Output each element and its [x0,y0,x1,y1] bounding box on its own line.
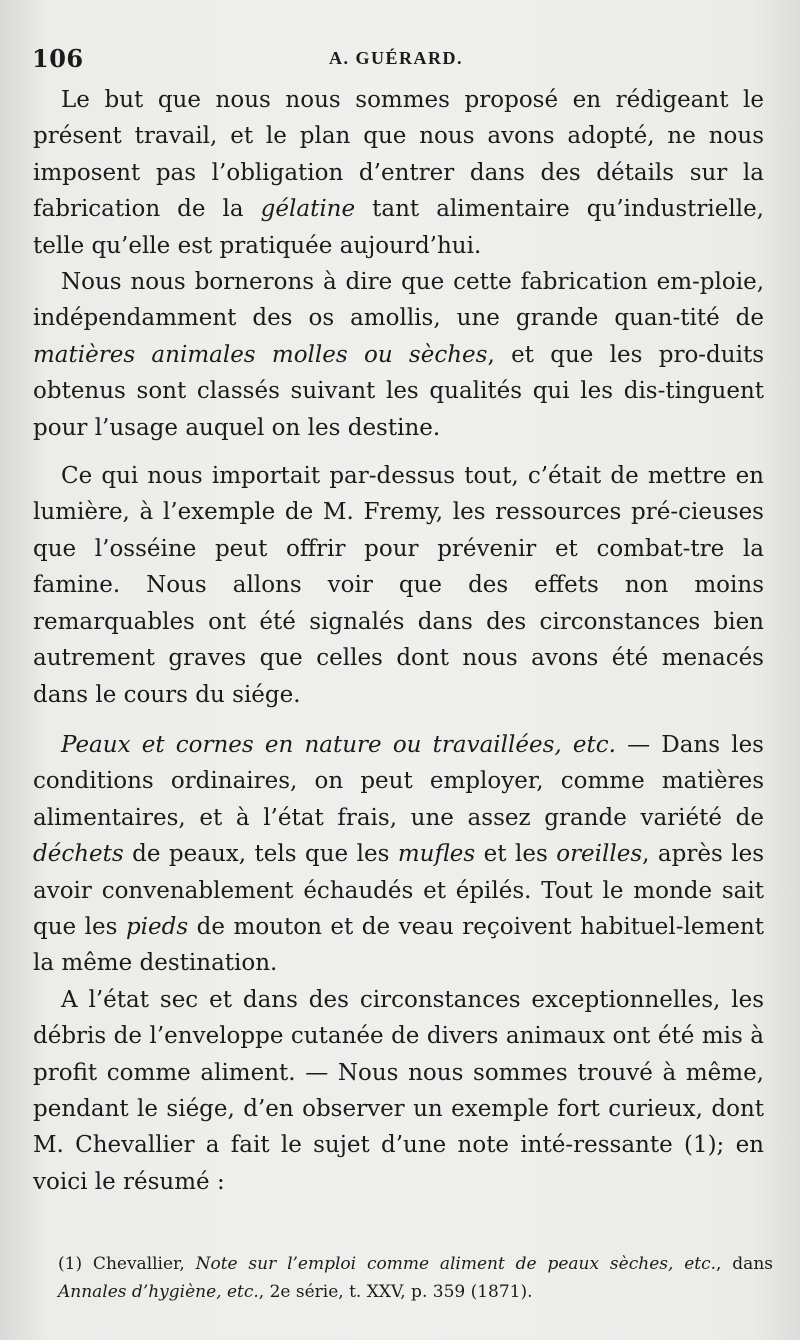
text-run: , 2e série, t. XXV, p. 359 (1871). [258,1282,533,1302]
text-run: de mouton et de veau reçoivent habituel-lement la même destination. [33,913,764,977]
text-run: , dans [716,1254,773,1274]
italic-run: gélatine [260,196,356,223]
text-run: tant alimentaire qu’industrielle, telle qu’elle est pratiquée aujourd’hui. [33,196,764,259]
italic-run: oreilles [556,841,643,868]
text-run: — Dans les conditions ordinaires, on peut employer, comme matières alimentaires, et à l’état frais, une assez grande variété de [33,731,764,831]
paragraph [33,458,764,713]
paragraph [33,82,764,264]
text-run: Ce qui nous importait par-dessus tout, c’était de mettre en lumière, à l’exemple de M. Fremy, les ressources pré-cieuses que l’osséine peut offrir pour prévenir et combat-tre la famine. Nous allons voir que des effets non moins remarquables ont été signalés dans des circonstances bien autrement graves que celles dont nous avons été menacés dans le cours du siége. [33,463,764,708]
text-run: , après les avoir convenablement échaudés et épilés. Tout le monde sait que les [33,841,764,940]
body-text [33,82,764,1200]
text-run: A l’état sec et dans des circonstances exceptionnelles, les débris de l’enveloppe cutanée de divers animaux ont été mis à profit comme aliment. — Nous nous sommes trouvé à même, pendant le siége, d’en observer un exemple fort curieux, dont M. Chevallier a fait le sujet d’une note inté-ressante (1); en voici le résumé : [33,986,764,1195]
paragraph [33,264,764,446]
text-run: Le but que nous nous sommes proposé en rédigeant le présent travail, et le plan que nous avons adopté, ne nous imposent pas l’obligation d’entrer dans des détails sur la fabrication de la [33,87,764,223]
text-run: , et que les pro-duits obtenus sont classés suivant les qualités qui les dis-tinguent pour l’usage auquel on les destine. [33,341,764,441]
italic-run: pieds [125,913,189,940]
footnote [58,1250,773,1306]
italic-run: matières animales molles ou sèches [33,341,488,368]
text-run: Nous nous bornerons à dire que cette fabrication em-ploie, indépendamment des os amollis, une grande quan-tité de [33,269,764,332]
italic-run: déchets [33,841,124,868]
page-header [32,44,760,74]
page-number: 106 [32,44,84,73]
italic-run: Note sur l’emploi comme aliment de peaux sèches, etc. [195,1254,717,1274]
text-run: et les [475,841,557,868]
running-head: A. GUÉRARD. [328,48,463,68]
italic-run: Annales d’hygiène, etc. [58,1282,259,1302]
italic-run: mufles [397,841,476,868]
paragraph [33,982,764,1200]
text-run: (1) Chevallier, [58,1254,196,1274]
paragraph [33,727,764,982]
text-run: de peaux, tels que les [123,841,398,868]
italic-run: Peaux et cornes en nature ou travaillées, etc. [61,731,616,758]
